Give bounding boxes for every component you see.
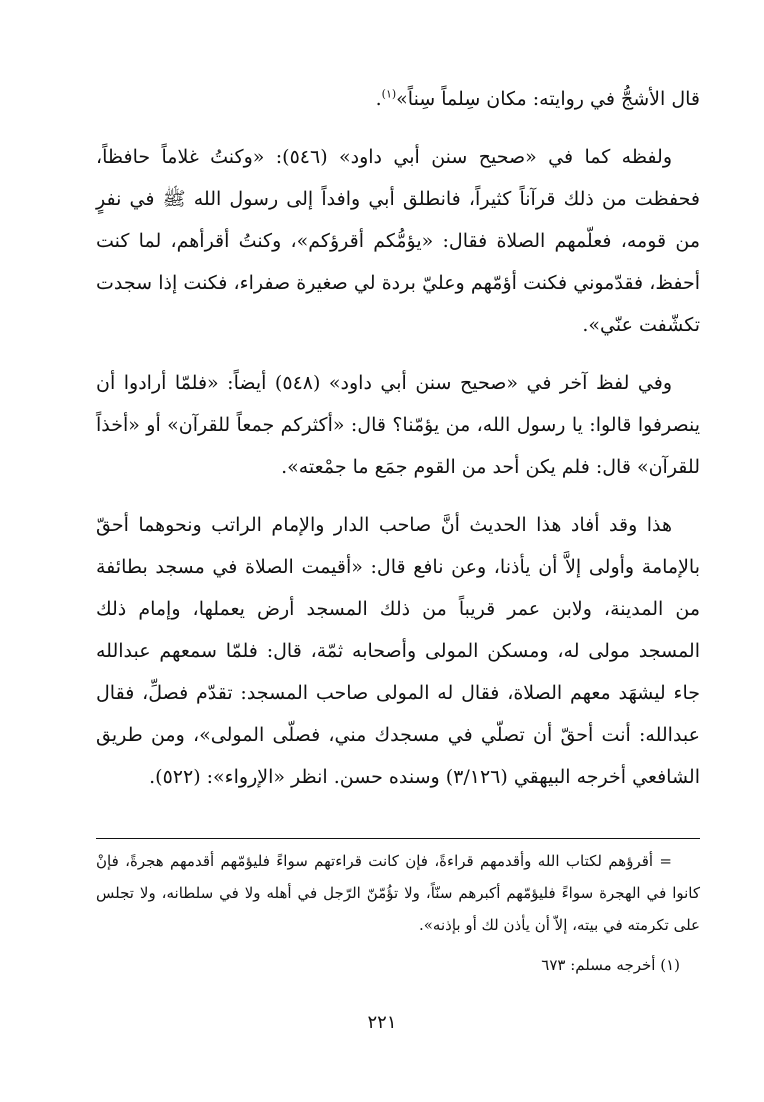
footnote-1: (١) أخرجه مسلم: ٦٧٣ bbox=[541, 956, 680, 974]
footnotes bbox=[96, 838, 700, 981]
paragraph-2: ولفظه كما في «صحيح سنن أبي داود» (٥٤٦): «وكنتُ غلاماً حافظاً، فحفظت من ذلك قرآناً كثيراً، فانطلق أبي وافداً إلى رسول الله ﷺ في نفرٍ من قومه، فعلّمهم الصلاة فقال: «يؤمُّكم أقرؤكم»، وكنتُ أقرأهم، لما كنت أحفظ، فقدّموني فكنت أؤمّهم وعليّ بردة لي صغيرة صفراء، فكنت إذا سجدت تكشّفت عنّي». bbox=[96, 146, 700, 336]
main-text bbox=[96, 78, 700, 814]
paragraph-3: وفي لفظ آخر في «صحيح سنن أبي داود» (٥٤٨) أيضاً: «فلمّا أرادوا أن ينصرفوا قالوا: يا رسول الله، من يؤمّنا؟ قال: «أكثركم جمعاً للقرآن» أو «أخذاً للقرآن» قال: فلم يكن أحد من القوم جمَع ما جمْعته». bbox=[96, 372, 700, 478]
paragraph-1-text: قال الأشجُّ في روايته: مكان سِلماً سِناً» bbox=[396, 88, 700, 110]
paragraph-1-end: . bbox=[375, 88, 382, 110]
page-number: ٢٢١ bbox=[367, 1012, 397, 1033]
paragraph-1 bbox=[96, 78, 700, 120]
footnote-ref-1[interactable]: (١) bbox=[381, 87, 397, 101]
footnote-continuation: = أقرؤهم لكتاب الله وأقدمهم قراءةً، فإن كانت قراءتهم سواءً فليؤمّهم أقدمهم هجرةً، فإنْ كانوا في الهجرة سواءً فليؤمّهم أكبرهم سنّاً، ولا تؤُمّنّ الرّجل في أهله ولا في سلطانه، ولا تجلس على تكرمته في بيته، إلاّ أن يأذن لك أو بإذنه». bbox=[96, 852, 700, 934]
paragraph-4: هذا وقد أفاد هذا الحديث أنَّ صاحب الدار والإمام الراتب ونحوهما أحقّ بالإمامة وأولى إلاَّ أن يأذنا، وعن نافع قال: «أقيمت الصلاة في مسجد بطائفة من المدينة، ولابن عمر قريباً من ذلك المسجد أرض يعملها، وإمام ذلك المسجد مولى له، ومسكن المولى وأصحابه ثمّة، قال: فلمّا سمعهم عبدالله جاء ليشهَد معهم الصلاة، فقال له المولى صاحب المسجد: تقدّم فصلِّ، فقال عبدالله: أنت أحقّ أن تصلّي في مسجدك مني، فصلّى المولى»، ومن طريق الشافعي أخرجه البيهقي (٣/١٢٦) وسنده حسن. انظر «الإرواء»: (٥٢٢). bbox=[96, 514, 700, 788]
